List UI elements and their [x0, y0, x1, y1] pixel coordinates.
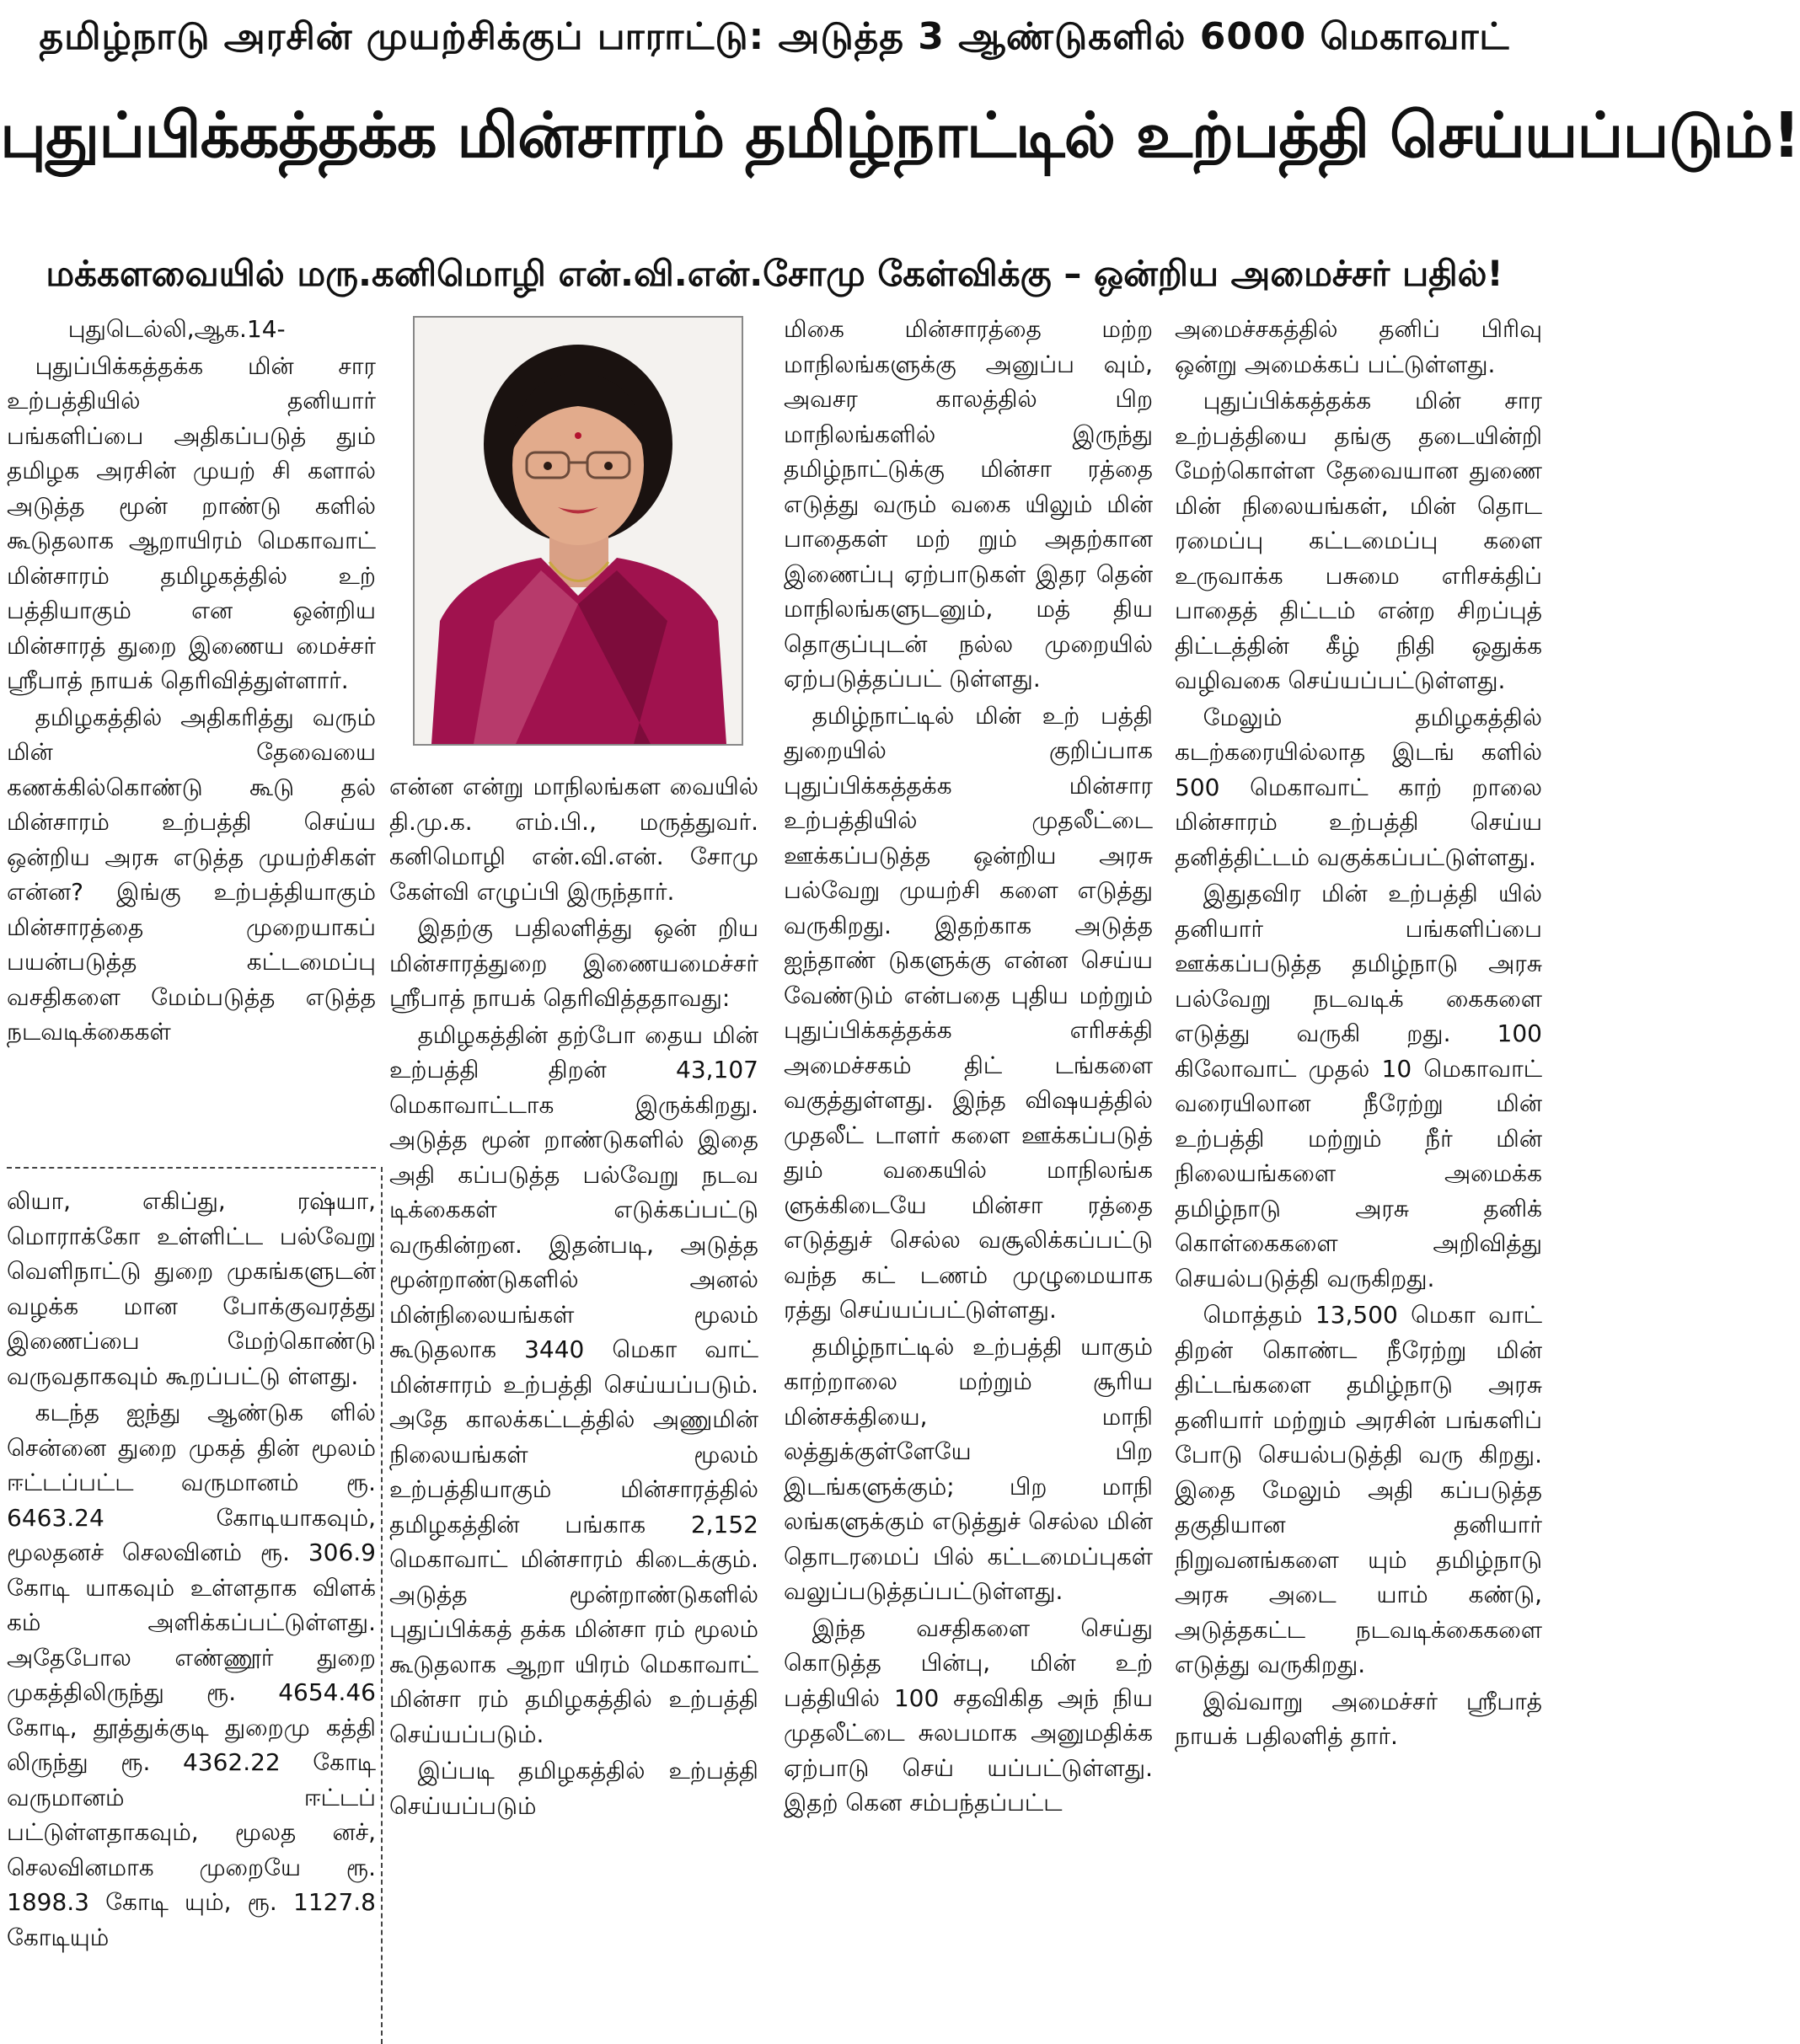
col2-para-4: இப்படி தமிழகத்தில் உற்பத்தி செய்யப்படும் — [389, 1757, 758, 1820]
column-1 — [7, 312, 376, 1154]
column-1-divider — [7, 1167, 376, 1169]
subhead: மக்களவையில் மரு.கனிமொழி என்.வி.என்.சோமு கேள்விக்கு – ஒன்றிய அமைச்சர் பதில்! — [46, 253, 1503, 294]
dateline: புதுடெல்லி,ஆக.14- — [67, 315, 286, 343]
col4-para-3: மேலும் தமிழகத்தில் கடற்கரையில்லாத இடங் களில் 500 மெகாவாட் காற் றாலை மின்சாரம் உற்பத்தி செய்ய தனித்திட்டம் வகுக்கப்பட்டுள்ளது. — [1175, 703, 1542, 871]
col2-para-1: என்ன என்று மாநிலங்கள வையில் தி.மு.க. எம்.பி., மருத்துவர். கனிமொழி என்.வி.என். சோமு கேள்வி எழுப்பி இருந்தார். — [389, 773, 758, 906]
col4-para-1: அமைச்சகத்தில் தனிப் பிரிவு ஒன்று அமைக்கப் பட்டுள்ளது. — [1175, 315, 1542, 378]
column-4 — [1175, 312, 1542, 2044]
kicker: தமிழ்நாடு அரசின் முயற்சிக்குப் பாராட்டு: அடுத்த 3 ஆண்டுகளில் 6000 மெகாவாட் — [39, 15, 1510, 58]
column-3 — [784, 312, 1153, 2044]
col2-para-3: தமிழகத்தின் தற்போ தைய மின் உற்பத்தி திறன் 43,107 மெகாவாட்டாக இருக்கிறது. அடுத்த மூன் றாண்டுகளில் இதை அதி கப்படுத்த பல்வேறு நடவ டிக்கைகள் எடுக்கப்பட்டு வருகின்றன. இதன்படி, அடுத்த மூன்றாண்டுகளில் அனல் மின்நிலையங்கள் மூலம் கூடுதலாக 3440 மெகா வாட் மின்சாரம் உற்பத்தி செய்யப்படும். அதே காலக்கட்டத்தில் அணுமின் நிலையங்கள் மூலம் உற்பத்தியாகும் மின்சாரத்தில் தமிழகத்தின் பங்காக 2,152 மெகாவாட் மின்சாரம் கிடைக்கும். அடுத்த மூன்றாண்டுகளில் புதுப்பிக்கத் தக்க மின்சா ரம் மூலம் கூடுதலாக ஆறா யிரம் மெகாவாட் மின்சா ரம் தமிழகத்தில் உற்பத்தி செய்யப்படும். — [389, 1020, 758, 1748]
col4-para-6: இவ்வாறு அமைச்சர் ஸ்ரீபாத் நாயக் பதிலளித் தார். — [1175, 1687, 1542, 1750]
col3-para-4: இந்த வசதிகளை செய்து கொடுத்த பின்பு, மின் உற் பத்தியில் 100 சதவிகித அந் நிய முதலீட்டை சுலபமாக அனுமதிக்க ஏற்பாடு செய் யப்பட்டுள்ளது. இதற் கென சம்பந்தப்பட்ட — [784, 1613, 1153, 1817]
col4-para-2: புதுப்பிக்கத்தக்க மின் சார உற்பத்தியை தங்கு தடையின்றி மேற்கொள்ள தேவையான துணை மின் நிலையங்கள், மின் தொட ரமைப்பு கட்டமைப்பு களை உருவாக்க பசுமை எரிசக்திப் பாதைத் திட்டம் என்ற சிறப்புத் திட்டத்தின் கீழ் நிதி ஒதுக்க வழிவகை செய்யப்பட்டுள்ளது. — [1175, 387, 1542, 694]
col3-para-3: தமிழ்நாட்டில் உற்பத்தி யாகும் காற்றாலை மற்றும் சூரிய மின்சக்தியை, மாநி லத்துக்குள்ளேயே பிற இடங்களுக்கும்; பிற மாநி லங்களுக்கும் எடுத்துச் செல்ல மின் தொடரமைப் பில் கட்டமைப்புகள் வலுப்படுத்தப்பட்டுள்ளது. — [784, 1332, 1153, 1605]
col4-para-5: மொத்தம் 13,500 மெகா வாட் திறன் கொண்ட நீரேற்று மின் திட்டங்களை தமிழ்நாடு அரசு தனியார் மற்றும் அரசின் பங்களிப் போடு செயல்படுத்தி வரு கிறது. இதை மேலும் அதி கப்படுத்த தகுதியான தனியார் நிறுவனங்களை யும் தமிழ்நாடு அரசு அடை யாம் கண்டு, அடுத்தகட்ட நடவடிக்கைகளை எடுத்து வருகிறது. — [1175, 1301, 1542, 1678]
column-1-continued — [7, 1184, 376, 2044]
portrait-image — [415, 318, 742, 744]
col1-para-1: புதுப்பிக்கத்தக்க மின் சார உற்பத்தியில் தனியார் பங்களிப்பை அதிகப்படுத் தும் தமிழக அரசின் முயற் சி களால் அடுத்த மூன் றாண்டு களில் கூடுதலாக ஆறாயிரம் மெகாவாட் மின்சாரம் தமிழகத்தில் உற் பத்தியாகும் என ஒன்றிய மின்சாரத் துறை இணைய மைச்சர் ஸ்ரீபாத் நாயக் தெரிவித்துள்ளார். — [7, 351, 376, 694]
column-divider-1 — [381, 1167, 383, 2044]
col4-para-4: இதுதவிர மின் உற்பத்தி யில் தனியார் பங்களிப்பை ஊக்கப்படுத்த தமிழ்நாடு அரசு பல்வேறு நடவடிக் கைகளை எடுத்து வருகி றது. 100 கிலோவாட் முதல் 10 மெகாவாட் வரையிலான நீரேற்று மின் உற்பத்தி மற்றும் நீர் மின் நிலையங்களை அமைக்க தமிழ்நாடு அரசு தனிக் கொள்கைகளை அறிவித்து செயல்படுத்தி வருகிறது. — [1175, 880, 1542, 1292]
column-2 — [389, 769, 758, 2044]
col1-para-2: தமிழகத்தில் அதிகரித்து வரும் மின் தேவையை கணக்கில்கொண்டு கூடு தல் மின்சாரம் உற்பத்தி செய்ய ஒன்றிய அரசு எடுத்த முயற்சிகள் என்ன? இங்கு உற்பத்தியாகும் மின்சாரத்தை முறையாகப் பயன்படுத்த கட்டமைப்பு வசதிகளை மேம்படுத்த எடுத்த நடவடிக்கைகள் — [7, 703, 376, 1046]
col3-para-2: தமிழ்நாட்டில் மின் உற் பத்தி துறையில் குறிப்பாக புதுப்பிக்கத்தக்க மின்சார உற்பத்தியில் முதலீட்டை ஊக்கப்படுத்த ஒன்றிய அரசு பல்வேறு முயற்சி களை எடுத்து வருகிறது. இதற்காக அடுத்த ஐந்தாண் டுகளுக்கு என்ன செய்ய வேண்டும் என்பதை புதிய மற்றும் புதுப்பிக்கத்தக்க எரிசக்தி அமைச்சகம் திட் டங்களை வகுத்துள்ளது. இந்த விஷயத்தில் முதலீட் டாளர் களை ஊக்கப்படுத் தும் வகையில் மாநிலங்க ளுக்கிடையே மின்சா ரத்தை எடுத்துச் செல்ல வசூலிக்கப்பட்டு வந்த கட் டணம் முழுமையாக ரத்து செய்யப்பட்டுள்ளது. — [784, 701, 1153, 1324]
col3-para-1: மிகை மின்சாரத்தை மற்ற மாநிலங்களுக்கு அனுப்ப வும், அவசர காலத்தில் பிற மாநிலங்களில் இருந்து தமிழ்நாட்டுக்கு மின்சா ரத்தை எடுத்து வரும் வகை யிலும் மின் பாதைகள் மற் றும் அதற்கான இணைப்பு ஏற்பாடுகள் இதர தென் மாநிலங்களுடனும், மத் திய தொகுப்புடன் நல்ல முறையில் ஏற்படுத்தப்பட் டுள்ளது. — [784, 315, 1153, 693]
col1-lower-para-2: கடந்த ஐந்து ஆண்டுக ளில் சென்னை துறை முகத் தின் மூலம் ஈட்டப்பட்ட வருமானம் ரூ. 6463.24 கோடியாகவும், மூலதனச் செலவினம் ரூ. 306.9 கோடி யாகவும் உள்ளதாக விளக் கம் அளிக்கப்பட்டுள்ளது. அதேபோல எண்ணூர் துறை முகத்திலிருந்து ரூ. 4654.46 கோடி, தூத்துக்குடி துறைமு கத்தி லிருந்து ரூ. 4362.22 கோடி வருமானம் ஈட்டப் பட்டுள்ளதாகவும், மூலத னச், செலவினமாக முறையே ரூ. 1898.3 கோடி யும், ரூ. 1127.8 கோடியும் — [7, 1399, 376, 1951]
minister-photo — [413, 316, 743, 746]
col1-lower-para-1: லியா, எகிப்து, ரஷ்யா, மொராக்கோ உள்ளிட்ட பல்வேறு வெளிநாட்டு துறை முகங்களுடன் வழக்க மான போக்குவரத்து இணைப்பை மேற்கொண்டு வருவதாகவும் கூறப்பட்டு ள்ளது. — [7, 1187, 376, 1390]
col2-para-2: இதற்கு பதிலளித்து ஒன் றிய மின்சாரத்துறை இணையமைச்சர் ஸ்ரீபாத் நாயக் தெரிவித்ததாவது: — [389, 914, 758, 1012]
headline: புதுப்பிக்கத்தக்க மின்சாரம் தமிழ்நாட்டில் உற்பத்தி செய்யப்படும்! — [0, 99, 1800, 172]
